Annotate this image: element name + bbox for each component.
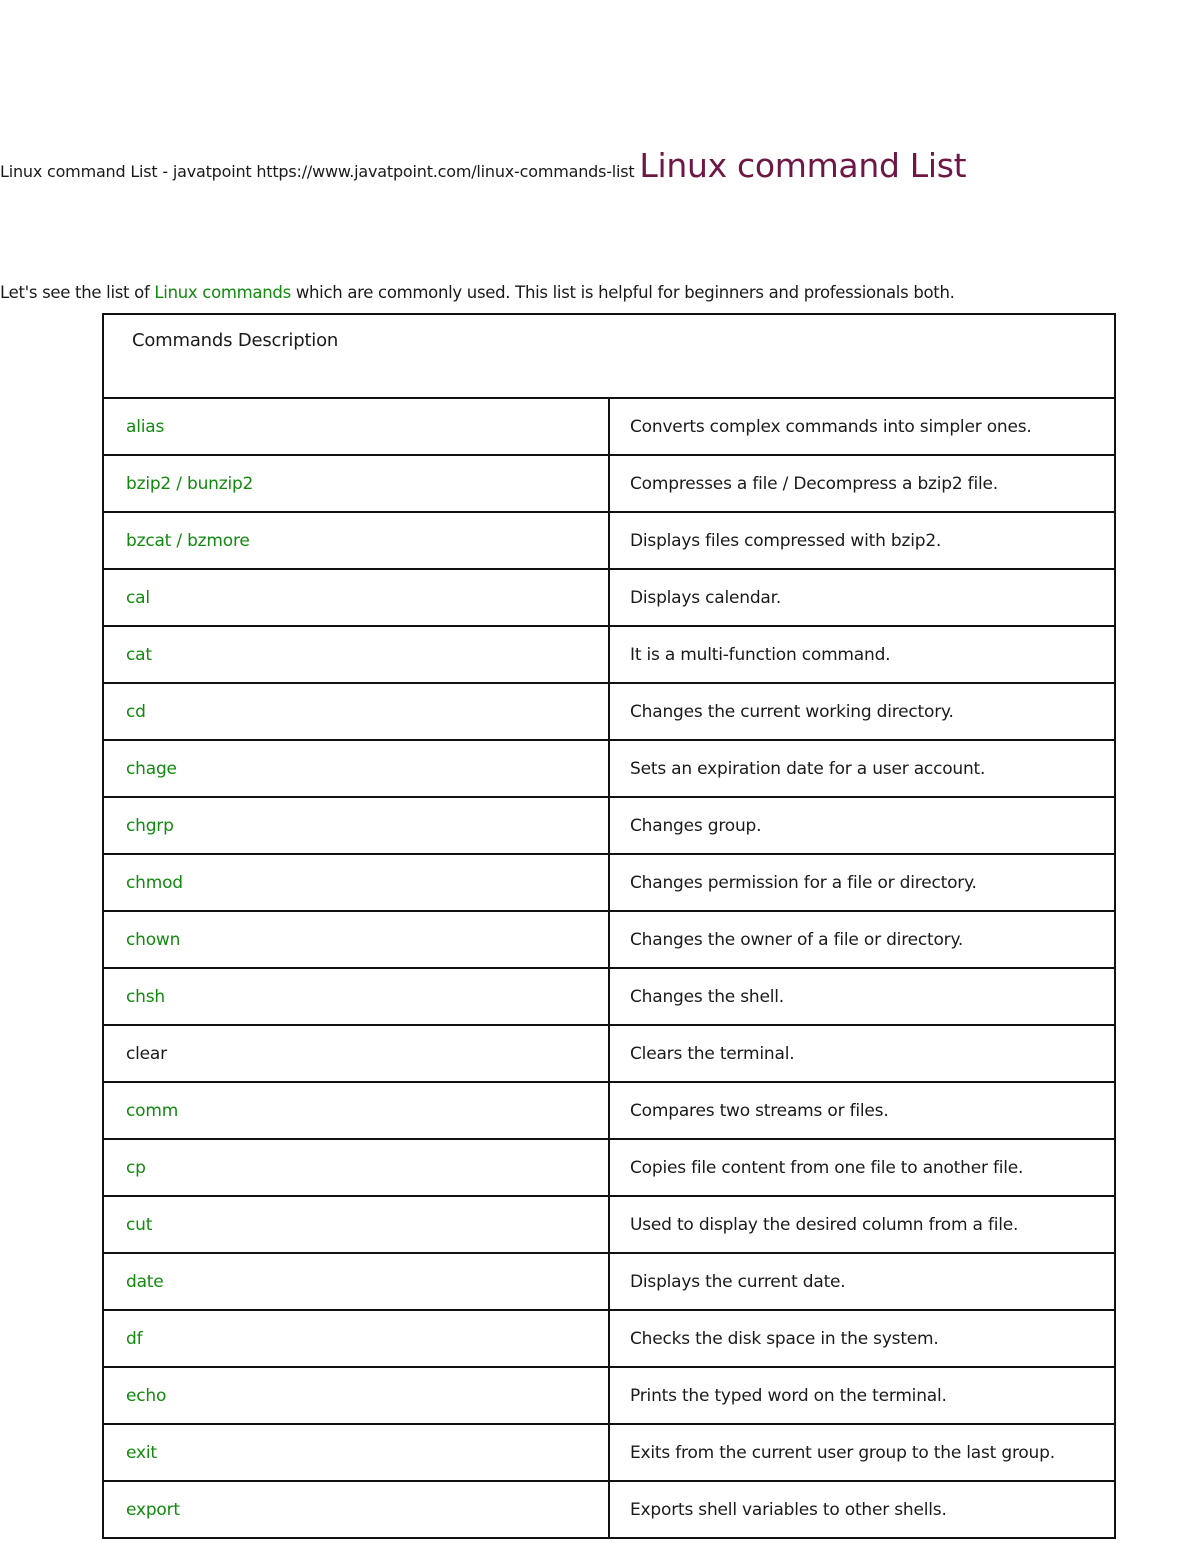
table-body	[103, 398, 1115, 1538]
command-description: Prints the typed word on the terminal.	[609, 1367, 1115, 1424]
command-name[interactable]: chage	[103, 740, 609, 797]
command-description: Changes the shell.	[609, 968, 1115, 1025]
intro-text-before: Let's see the list of	[0, 283, 150, 302]
command-description: Changes permission for a file or directory.	[609, 854, 1115, 911]
table-row	[103, 398, 1115, 455]
command-name[interactable]: bzcat / bzmore	[103, 512, 609, 569]
command-name[interactable]: chmod	[103, 854, 609, 911]
table-row	[103, 1424, 1115, 1481]
page-header	[0, 146, 966, 185]
intro-text-after: which are commonly used. This list is helpful for beginners and professionals both.	[295, 283, 955, 302]
command-name[interactable]: df	[103, 1310, 609, 1367]
table-row	[103, 968, 1115, 1025]
table-row	[103, 1310, 1115, 1367]
table-row	[103, 797, 1115, 854]
table-row	[103, 569, 1115, 626]
commands-table	[102, 313, 1116, 1539]
table-row	[103, 626, 1115, 683]
command-description: Exports shell variables to other shells.	[609, 1481, 1115, 1538]
table-row	[103, 1253, 1115, 1310]
command-name[interactable]: export	[103, 1481, 609, 1538]
command-description: Copies file content from one file to another file.	[609, 1139, 1115, 1196]
command-description: It is a multi-function command.	[609, 626, 1115, 683]
table-row	[103, 455, 1115, 512]
table-row	[103, 911, 1115, 968]
table-row	[103, 1481, 1115, 1538]
table-row	[103, 1196, 1115, 1253]
table-row	[103, 1025, 1115, 1082]
command-name[interactable]: bzip2 / bunzip2	[103, 455, 609, 512]
command-name[interactable]: chsh	[103, 968, 609, 1025]
table-row	[103, 740, 1115, 797]
table-row	[103, 683, 1115, 740]
command-name[interactable]: alias	[103, 398, 609, 455]
command-name[interactable]: echo	[103, 1367, 609, 1424]
command-description: Checks the disk space in the system.	[609, 1310, 1115, 1367]
linux-commands-link[interactable]: Linux commands	[154, 283, 291, 302]
command-name[interactable]: cd	[103, 683, 609, 740]
command-name[interactable]: chown	[103, 911, 609, 968]
table-row	[103, 1082, 1115, 1139]
intro-paragraph	[0, 283, 955, 302]
command-description: Sets an expiration date for a user account.	[609, 740, 1115, 797]
command-description: Compares two streams or files.	[609, 1082, 1115, 1139]
table-row	[103, 854, 1115, 911]
command-description: Changes the current working directory.	[609, 683, 1115, 740]
command-name[interactable]: cut	[103, 1196, 609, 1253]
command-name[interactable]: cat	[103, 626, 609, 683]
command-description: Changes group.	[609, 797, 1115, 854]
command-description: Displays files compressed with bzip2.	[609, 512, 1115, 569]
command-name: clear	[103, 1025, 609, 1082]
command-description: Displays calendar.	[609, 569, 1115, 626]
page-title: Linux command List	[639, 146, 967, 185]
command-name[interactable]: chgrp	[103, 797, 609, 854]
command-name[interactable]: comm	[103, 1082, 609, 1139]
command-name[interactable]: cp	[103, 1139, 609, 1196]
command-description: Used to display the desired column from a file.	[609, 1196, 1115, 1253]
command-description: Displays the current date.	[609, 1253, 1115, 1310]
table-row	[103, 1367, 1115, 1424]
command-description: Changes the owner of a file or directory.	[609, 911, 1115, 968]
command-description: Converts complex commands into simpler ones.	[609, 398, 1115, 455]
command-description: Compresses a file / Decompress a bzip2 file.	[609, 455, 1115, 512]
table-header-row	[103, 314, 1115, 398]
table-row	[103, 1139, 1115, 1196]
command-name[interactable]: date	[103, 1253, 609, 1310]
table-header: Commands Description	[103, 314, 1115, 398]
command-name[interactable]: exit	[103, 1424, 609, 1481]
source-reference: Linux command List - javatpoint https://www.javatpoint.com/linux-commands-list	[0, 162, 635, 181]
command-name[interactable]: cal	[103, 569, 609, 626]
command-description: Clears the terminal.	[609, 1025, 1115, 1082]
command-description: Exits from the current user group to the last group.	[609, 1424, 1115, 1481]
table-row	[103, 512, 1115, 569]
